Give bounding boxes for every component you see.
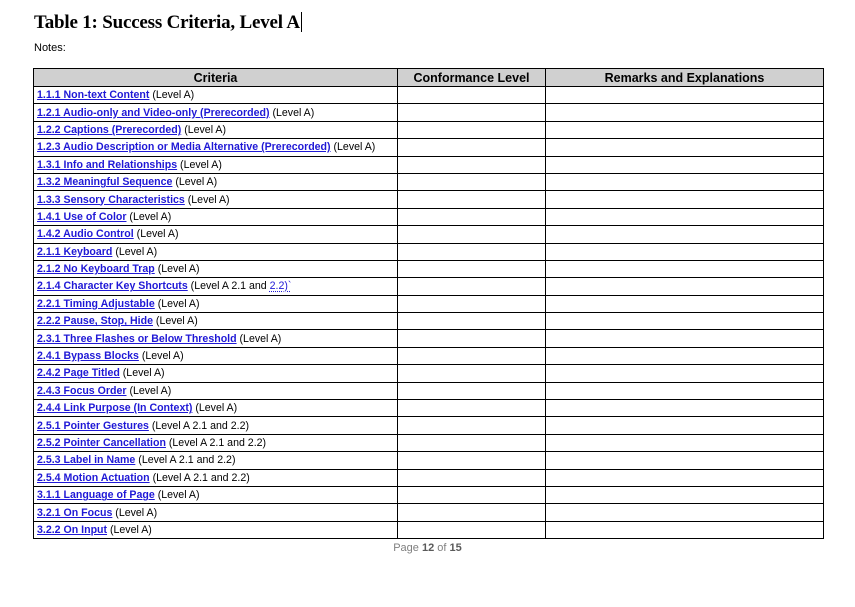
remarks-cell[interactable] [546, 417, 824, 434]
criterion-level: (Level A 2.1 and 2.2) [148, 419, 249, 432]
conformance-level-cell[interactable] [398, 313, 546, 330]
criterion-link[interactable]: 2.2.2 Pause, Stop, Hide [37, 315, 153, 328]
criterion-link[interactable]: 1.2.1 Audio-only and Video-only (Prerecorded) [37, 106, 270, 119]
criterion-link[interactable]: 2.4.1 Bypass Blocks [37, 350, 139, 363]
remarks-cell[interactable] [546, 278, 824, 295]
criteria-cell [34, 347, 398, 364]
criterion-link[interactable]: 3.1.1 Language of Page [37, 489, 155, 502]
criterion-level: (Level A) [152, 315, 198, 328]
criterion-link[interactable]: 2.5.3 Label in Name [37, 454, 136, 467]
conformance-level-cell[interactable] [398, 521, 546, 538]
criterion-level: (Level A 2.1 and 2.2) [149, 471, 250, 484]
conformance-level-cell[interactable] [398, 208, 546, 225]
remarks-cell[interactable] [546, 504, 824, 521]
criteria-cell [34, 400, 398, 417]
criterion-level: (Level A) [112, 245, 158, 258]
conformance-level-cell[interactable] [398, 504, 546, 521]
criterion-link[interactable]: 1.1.1 Non-text Content [37, 89, 150, 102]
page-footer [0, 542, 855, 554]
remarks-cell[interactable] [546, 208, 824, 225]
remarks-cell[interactable] [546, 469, 824, 486]
table-row [34, 121, 824, 138]
criteria-cell [34, 156, 398, 173]
criterion-level: (Level A) [330, 141, 376, 154]
remarks-cell[interactable] [546, 104, 824, 121]
criterion-level: (Level A) [112, 506, 158, 519]
footer-page-word: Page [393, 542, 422, 554]
criterion-link[interactable]: 1.3.1 Info and Relationships [37, 158, 178, 171]
criterion-level: (Level A) [133, 228, 179, 241]
criterion-level: (Level A) [126, 384, 172, 397]
table-row [34, 278, 824, 295]
conformance-level-cell[interactable] [398, 295, 546, 312]
criterion-link[interactable]: 1.3.3 Sensory Characteristics [37, 193, 185, 206]
table-row [34, 521, 824, 538]
criterion-link[interactable]: 2.5.4 Motion Actuation [37, 471, 150, 484]
conformance-level-cell[interactable] [398, 417, 546, 434]
remarks-cell[interactable] [546, 400, 824, 417]
criteria-cell [34, 295, 398, 312]
criterion-link[interactable]: 1.3.2 Meaningful Sequence [37, 176, 173, 189]
conformance-level-cell[interactable] [398, 243, 546, 260]
table-title-text: Table 1: Success Criteria, Level A [34, 12, 300, 33]
remarks-cell[interactable] [546, 313, 824, 330]
footer-total-pages: 15 [449, 542, 462, 554]
table-row [34, 330, 824, 347]
criterion-level: (Level A) [107, 523, 152, 536]
table-row [34, 382, 824, 399]
criterion-level: (Level A) [184, 193, 230, 206]
remarks-cell[interactable] [546, 365, 824, 382]
conformance-level-cell[interactable] [398, 104, 546, 121]
table-row [34, 226, 824, 243]
table-row [34, 365, 824, 382]
table-row [34, 156, 824, 173]
remarks-cell[interactable] [546, 347, 824, 364]
success-criteria-table [33, 68, 824, 539]
conformance-level-cell[interactable] [398, 400, 546, 417]
conformance-level-cell[interactable] [398, 469, 546, 486]
criterion-level: (Level A) [172, 176, 218, 189]
remarks-cell[interactable] [546, 226, 824, 243]
conformance-level-cell[interactable] [398, 87, 546, 104]
criterion-link[interactable]: 1.2.2 Captions (Prerecorded) [37, 123, 182, 136]
criteria-cell [34, 87, 398, 104]
remarks-cell[interactable] [546, 486, 824, 503]
remarks-cell[interactable] [546, 521, 824, 538]
criterion-link[interactable]: 1.2.3 Audio Description or Media Alternative (Prerecorded) [37, 141, 331, 154]
criterion-level: (Level A 2.1 and 2.2) [165, 437, 267, 449]
criteria-cell [34, 208, 398, 225]
criterion-level: (Level A) [269, 106, 315, 119]
conformance-level-cell[interactable] [398, 452, 546, 469]
table-row [34, 260, 824, 277]
header-remarks: Remarks and Explanations [546, 69, 824, 87]
remarks-cell[interactable] [546, 452, 824, 469]
criterion-link[interactable]: 3.2.2 On Input [37, 523, 108, 536]
criterion-link[interactable]: 2.4.3 Focus Order [37, 384, 127, 397]
criteria-cell [34, 504, 398, 521]
criterion-level: (Level A) [154, 263, 200, 276]
criterion-link[interactable]: 3.2.1 On Focus [37, 506, 113, 519]
text-cursor [301, 12, 302, 32]
table-row [34, 104, 824, 121]
criteria-cell [34, 486, 398, 503]
conformance-level-cell[interactable] [398, 278, 546, 295]
criteria-cell [34, 469, 398, 486]
criteria-cell [34, 243, 398, 260]
conformance-level-cell[interactable] [398, 365, 546, 382]
table-row [34, 417, 824, 434]
criteria-cell [34, 417, 398, 434]
criteria-cell [34, 191, 398, 208]
table-row [34, 504, 824, 521]
conformance-level-cell[interactable] [398, 139, 546, 156]
criteria-cell [34, 382, 398, 399]
conformance-level-cell[interactable] [398, 226, 546, 243]
conformance-level-cell[interactable] [398, 173, 546, 190]
criteria-cell [34, 121, 398, 138]
criterion-level: (Level A) [126, 210, 172, 223]
criterion-level: (Level A) [149, 89, 195, 102]
header-conformance-level: Conformance Level [398, 69, 546, 87]
criterion-link[interactable]: 1.4.1 Use of Color [37, 210, 127, 223]
table-row [34, 452, 824, 469]
criteria-cell [34, 330, 398, 347]
table-row [34, 400, 824, 417]
table-row [34, 208, 824, 225]
criterion-level: (Level A) [138, 350, 184, 363]
criterion-link[interactable]: 2.4.2 Page Titled [37, 367, 120, 380]
remarks-cell[interactable] [546, 243, 824, 260]
criterion-level: (Level A) [236, 332, 282, 345]
remarks-cell[interactable] [546, 121, 824, 138]
table-row [34, 87, 824, 104]
criterion-link[interactable]: 2.1.4 Character Key Shortcuts [37, 280, 188, 293]
criterion-link[interactable]: 2.5.2 Pointer Cancellation [37, 437, 166, 449]
criterion-link[interactable]: 2.3.1 Three Flashes or Below Threshold [37, 332, 237, 345]
criterion-link[interactable]: 2.1.1 Keyboard [37, 245, 113, 258]
remarks-cell[interactable] [546, 156, 824, 173]
criterion-link[interactable]: 2.1.2 No Keyboard Trap [37, 263, 155, 276]
criteria-cell [34, 226, 398, 243]
conformance-level-cell[interactable] [398, 330, 546, 347]
criteria-cell [34, 452, 398, 469]
criterion-level: (Level A 2.1 and [187, 280, 270, 293]
header-criteria: Criteria [34, 69, 398, 87]
table-row [34, 191, 824, 208]
conformance-level-cell[interactable] [398, 347, 546, 364]
footer-of-word: of [434, 542, 450, 554]
conformance-level-cell[interactable] [398, 191, 546, 208]
criteria-cell [34, 313, 398, 330]
criterion-level-link[interactable]: 2.2)` [269, 280, 292, 293]
criterion-link[interactable]: 2.5.1 Pointer Gestures [37, 419, 149, 432]
criterion-level: (Level A) [181, 123, 226, 136]
remarks-cell[interactable] [546, 434, 824, 451]
notes-label: Notes: [34, 42, 66, 54]
conformance-level-cell[interactable] [398, 156, 546, 173]
criteria-cell [34, 104, 398, 121]
footer-current-page: 12 [421, 542, 435, 554]
table-body [34, 87, 824, 539]
criteria-cell [34, 139, 398, 156]
remarks-cell[interactable] [546, 191, 824, 208]
table-row [34, 173, 824, 190]
table-row [34, 347, 824, 364]
criterion-level: (Level A) [154, 489, 200, 502]
criterion-level: (Level A 2.1 and 2.2) [135, 454, 236, 467]
criteria-cell [34, 521, 398, 538]
table-row [34, 434, 824, 451]
table-row [34, 243, 824, 260]
remarks-cell[interactable] [546, 295, 824, 312]
conformance-level-cell[interactable] [398, 382, 546, 399]
criteria-cell [34, 278, 398, 295]
table-row [34, 295, 824, 312]
conformance-level-cell[interactable] [398, 260, 546, 277]
criteria-cell [34, 434, 398, 451]
conformance-level-cell[interactable] [398, 486, 546, 503]
criterion-link[interactable]: 2.2.1 Timing Adjustable [37, 297, 155, 310]
remarks-cell[interactable] [546, 139, 824, 156]
table-row [34, 486, 824, 503]
remarks-cell[interactable] [546, 382, 824, 399]
criterion-level: (Level A) [119, 367, 165, 380]
remarks-cell[interactable] [546, 87, 824, 104]
criterion-link[interactable]: 1.4.2 Audio Control [37, 228, 134, 241]
criterion-link[interactable]: 2.4.4 Link Purpose (In Context) [37, 402, 193, 415]
criterion-level: (Level A) [192, 402, 238, 415]
criterion-level: (Level A) [177, 158, 222, 171]
table-title [34, 12, 302, 34]
table-row [34, 313, 824, 330]
table-row [34, 469, 824, 486]
criteria-cell [34, 365, 398, 382]
conformance-level-cell[interactable] [398, 434, 546, 451]
criterion-level: (Level A) [154, 297, 200, 310]
criteria-cell [34, 173, 398, 190]
remarks-cell[interactable] [546, 330, 824, 347]
conformance-level-cell[interactable] [398, 121, 546, 138]
table-header-row [34, 69, 824, 87]
criteria-cell [34, 260, 398, 277]
remarks-cell[interactable] [546, 173, 824, 190]
table-row [34, 139, 824, 156]
remarks-cell[interactable] [546, 260, 824, 277]
